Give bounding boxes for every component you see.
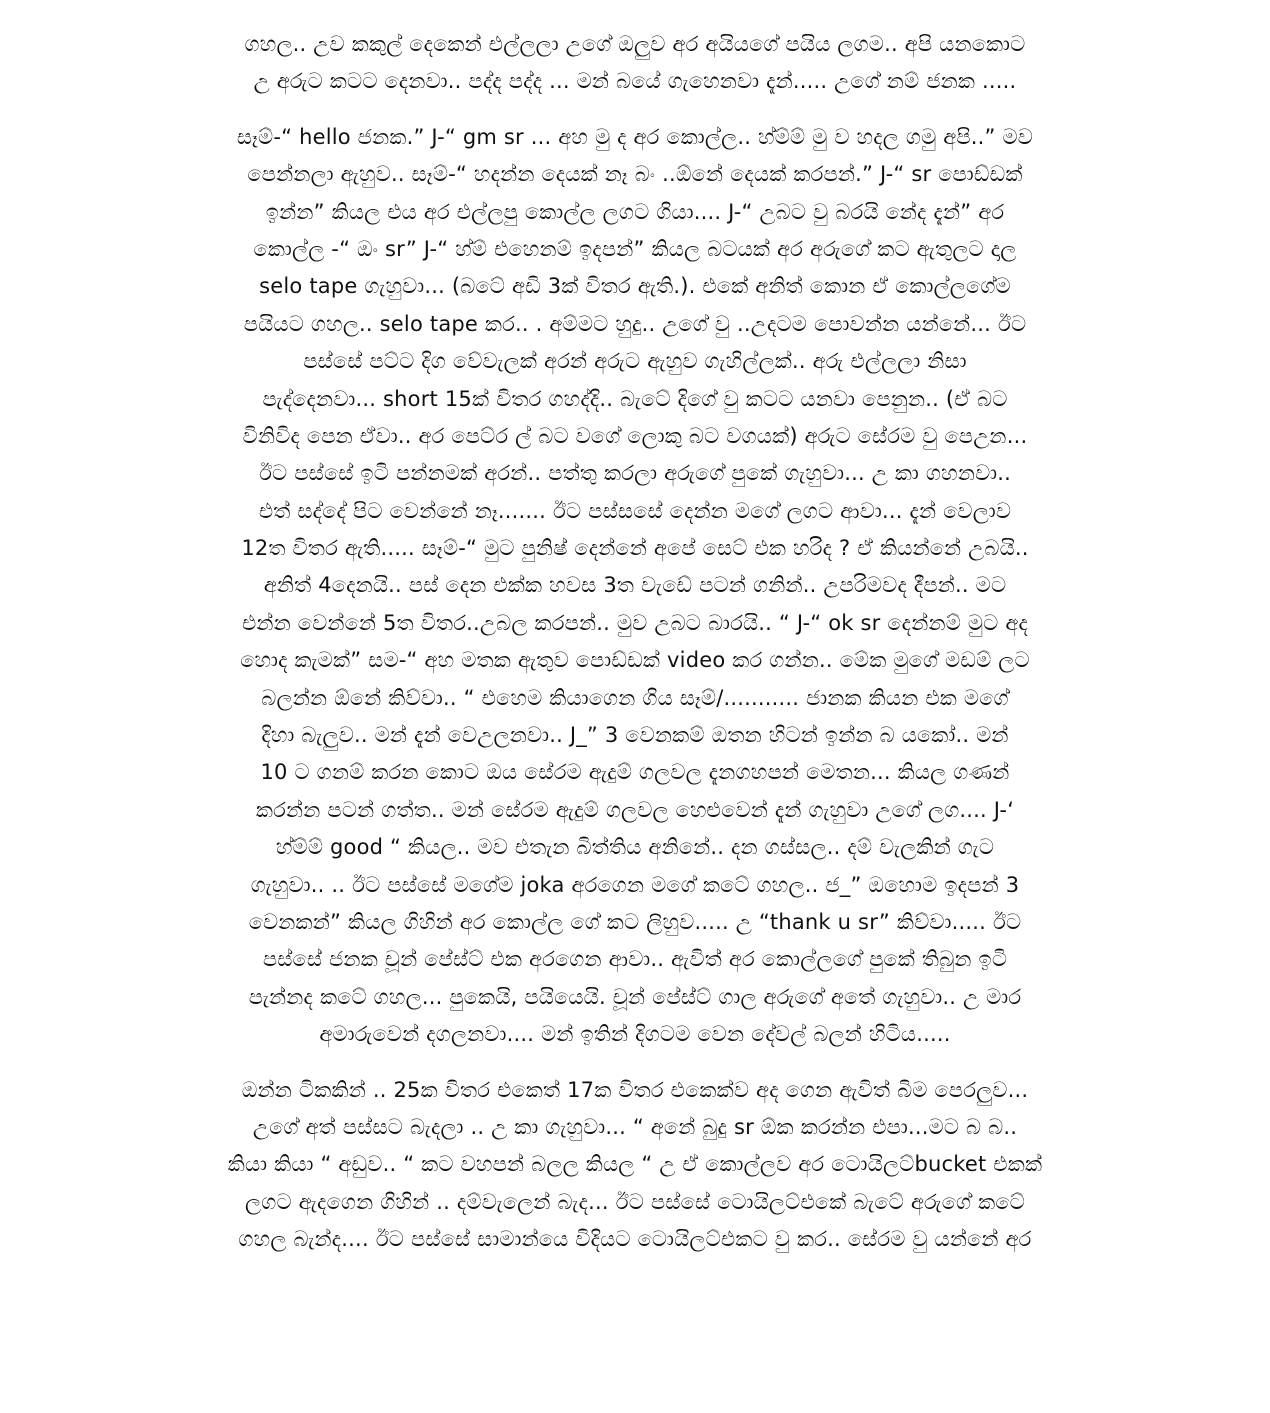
text-line: පස්සේ පට්ට දිග වේවැලක් අරන් අරුට ඇහුව ගැහිල්ලක්.. අරු එල්ලලා නිසා [303, 349, 967, 374]
text-line: හ්ම්ම් good “ කියල.. මව එතැන බිත්තිය අනිනේ.. දන ගස්සල.. දම් වැලකින් ගැට [275, 835, 995, 860]
text-line: අමාරුවෙන් දගලනවා.... මන් ඉතින් දිගටම වෙන දේවල් බලන් හිටිය..... [319, 1022, 951, 1047]
text-line: වෙනකන්” කියල ගිහින් අර කොල්ල ගේ කට ලිහුව..... උ “thank u sr” කිව්වා..... ඊට [248, 909, 1022, 934]
text-line: ඊට පස්සේ ඉටි පන්නමක් අරන්.. පත්තු කරලා අරුගේ පුකේ ගැහුවා... උ කා ගහනවා.. [258, 461, 1012, 486]
text-line: ගැහුවා.. .. ඊට පස්සේ මගේම joka අරගෙන මගේ කටේ ගහල.. ජ_” ඔහොම ඉදපන් 3 [250, 872, 1020, 897]
paragraph-gap [120, 101, 1150, 119]
text-line: අනිත් 4දෙනයි.. පස් දෙන එක්ක හවස 3ත වැඩේ පටන් ගනින්.. උපරිමවද දීපන්.. මට [263, 573, 1007, 598]
document-page [120, 26, 1150, 1396]
text-line: පැද්දෙනවා... short 15ක් විතර ගහද්දි.. බැටේ දිගේ වු කටට යනවා පෙනුන.. (ඒ බට [262, 386, 1008, 411]
text-line: දිහා බැලුව.. මන් දැන් වෙඋලනවා.. J_” 3 වෙනකම් ඔතන හිටන් ඉන්න බ යකෝ.. මන් [261, 723, 1009, 748]
text-line: කරන්න පටන් ගත්ත.. මන් සේරම ඇදුම් ගලවල හෙළුවෙන් දැන් ගැහුවා උගේ ලග.... J-‘ [255, 797, 1015, 822]
paragraph-2 [120, 119, 1150, 1054]
text-line: පස්සේ ජනක චූන් පේස්ට් එක අරගෙන ආවා.. ඇවිත් අර කොල්ලගේ පුකේ තිබුන ඉටි [262, 947, 1008, 972]
text-line: පෙන්නලා ඇහුව.. සෑම්-“ හදන්න දෙයක් නෑ බං ..ඕනේ දෙයක් කරපන්.” J-“ sr පොඩ්ඩක් [247, 162, 1023, 187]
text-line: කොල්ල -“ ඔං sr” J-“ හ්ම් එහෙනම් ඉදපන්” කියල බටයක් අර අරුගේ කට ඇතුලට දාල [253, 236, 1017, 261]
text-line: ගහල බැන්ද.... ඊට පස්සේ සාමාන්යෙ විදියට ටොයිලට්එකට වු කර.. සේරම වු යන්නේ අර [238, 1227, 1032, 1252]
text-line: එත් සද්දේ පිට වෙන්නේ නෑ....... ඊට පස්සසේ දෙන්න මගේ ලගට ආවා... දැන් වෙලාව [258, 498, 1012, 523]
text-line: එන්න වෙන්නේ 5ත විතර..උබල කරපන්.. මුව උබට බාරයි.. “ J-“ ok sr දෙන්නම් මුට අද [241, 610, 1029, 635]
paragraph-gap [120, 1054, 1150, 1072]
text-line: 10 ට ගනම් කරන කොට ඔය සේරම ඇදුම් ගලවල දැනගහපන් මෙතන... කියල ගණන් [260, 760, 1010, 785]
text-line: ඔන්න ටිකකින් .. 25ක විතර එකෙත් 17ක විතර එකෙක්ව අද ගෙන ඇවිත් බිම පෙරලුව... [241, 1077, 1029, 1102]
text-line: ඉන්න” කියල එය අර එල්ලපු කොල්ල ලගට ගියා.... J-“ උබට වු බරයි නේද දැන්” අර [265, 199, 1005, 224]
paragraph-1 [120, 26, 1150, 101]
text-line: පයියට ගහල.. selo tape කර.. . අම්මට හුදු.. උගේ වු ..උදටම පොවන්න යන්නේ... ඊට [243, 311, 1027, 336]
text-line: පැන්නද කටේ ගහල... පුකෙයි, පයියෙයි. චූන් පේස්ට් ගාල අරුගේ අතේ ගැහුවා.. උ මාර [248, 984, 1022, 1009]
text-line: හොද කැමක්” සම-“ අහ මතක ඇතුව පොඩ්ඩක් video කර ගන්න.. මේක මුගේ මඩම් ලට [240, 648, 1030, 673]
text-line: සෑම්-“ hello ජනක.” J-“ gm sr ... අහ මු ද අර කොල්ල.. හ්ම්ම් මු ව හදල ගමු අපි..” මව [236, 124, 1034, 149]
text-line: බලන්න ඕනේ කිව්වා.. “ එහෙම කියාගෙන ගිය සෑම්/........... ජානක කියන එක මගේ [261, 685, 1009, 710]
paragraph-3 [120, 1072, 1150, 1259]
text-line: ගහල.. උව කකුල් දෙකෙන් එල්ලලා උගේ ඔලුව අර අයියගේ පයිය ලගම.. අපි යනකොට [244, 32, 1026, 56]
text-line: 12ත විතර ඇති..... සෑම්-“ මුට පුනිෂ් දෙන්නේ අපේ සෙට් එක හරිද ? ඒ කියන්නේ උබයි.. [241, 536, 1029, 561]
text-line: උගේ අත් පස්සට බැදලා .. උ කා ගැහුවා... “ අනේ බුදු sr ඕක කරන්න එපා...මට බ බ.. [252, 1114, 1018, 1139]
text-line: කියා කියා “ අඩුව.. “ කට වහපන් බලල කියල “ උ ඒ කොල්ලව අර ටොයිලට්bucket එකක් [227, 1152, 1043, 1177]
text-line: ලගට ඇදගෙන ගිහින් .. දම්වැලෙන් බැද... ඊට පස්සේ ටොයිලට්එකේ බැටේ අරුගේ කටේ [245, 1189, 1025, 1214]
text-line: උ අරුට කටට දෙනවා.. පද්ද පද්ද ... මන් බයේ ගැහෙනවා දැන්..... උගේ නම් ජනක ..... [253, 69, 1017, 94]
text-line: selo tape ගැහුවා... (බටේ අඩි 3ක් විතර ඇති.). එකේ අනිත් කොන ඒ කොල්ලගේම [259, 274, 1011, 299]
text-line: විනිවිද පෙන ඒවා.. අර පෙට්ර ල් බට වගේ ලොකු බට වගයක්) අරුට සේරම වු පෙඋන... [242, 423, 1028, 448]
